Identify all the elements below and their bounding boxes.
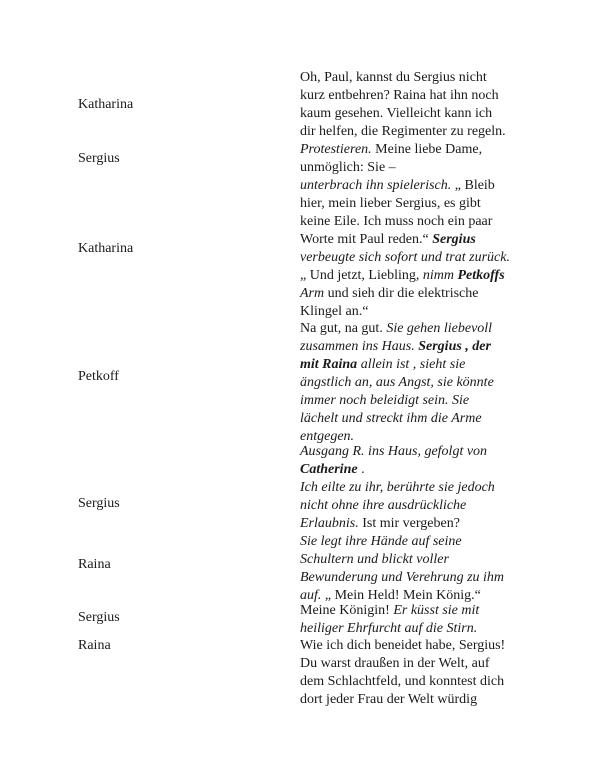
text-line xyxy=(300,195,540,213)
text-line xyxy=(300,602,540,620)
text-line xyxy=(300,620,540,638)
text-line xyxy=(300,392,540,410)
text-line xyxy=(300,533,540,551)
text-run: dort jeder Frau der Welt würdig xyxy=(300,692,478,707)
text-run: allein ist , sieht sie xyxy=(357,357,466,372)
text-run: Bewunderung und Verehrung zu ihm xyxy=(300,570,505,585)
text-run: auf. xyxy=(300,588,322,603)
speaker-name: Raina xyxy=(78,557,111,572)
text-run: Meine liebe Dame, xyxy=(371,142,483,157)
text-run: Worte mit Paul reden.“ xyxy=(300,232,433,247)
text-line xyxy=(300,231,540,249)
text-line xyxy=(300,267,540,285)
text-line xyxy=(300,285,540,303)
text-run: Na gut, na gut. xyxy=(300,321,387,336)
speaker-name: Sergius xyxy=(78,151,120,166)
text-line xyxy=(300,338,540,356)
text-run: nimm xyxy=(422,268,454,283)
speaker-name: Sergius xyxy=(78,610,120,625)
text-run: Ist mir vergeben? xyxy=(358,516,460,531)
text-run: Arm xyxy=(300,286,325,301)
text-line xyxy=(300,515,540,533)
text-line xyxy=(300,87,540,105)
text-run: . xyxy=(357,462,365,477)
text-run: „ Bleib xyxy=(451,178,495,193)
speech-text xyxy=(300,602,540,638)
text-line xyxy=(300,497,540,515)
text-line xyxy=(300,177,540,195)
text-run: Oh, Paul, kannst du Sergius nicht xyxy=(300,70,487,85)
text-line xyxy=(300,356,540,374)
text-run: mit Raina xyxy=(300,357,358,372)
text-line xyxy=(300,637,540,655)
text-line xyxy=(300,141,540,159)
text-run: Er küsst sie mit xyxy=(393,603,480,618)
text-run: zusammen ins Haus. xyxy=(300,339,415,354)
text-run: Schultern und blickt voller xyxy=(300,552,449,567)
text-run: Meine Königin! xyxy=(300,603,394,618)
text-run: „ Mein Held! Mein König.“ xyxy=(321,588,481,603)
text-line xyxy=(300,655,540,673)
text-run: „ Und jetzt, Liebling, xyxy=(300,268,423,283)
text-line xyxy=(300,320,540,338)
text-line xyxy=(300,213,540,231)
text-run: Ausgang R. ins Haus, gefolgt von xyxy=(300,444,488,459)
text-line xyxy=(300,673,540,691)
text-run: entgegen. xyxy=(300,429,355,444)
speaker-name: Sergius xyxy=(78,496,120,511)
speech-text xyxy=(300,320,540,446)
text-run: hier, mein lieber Sergius, es gibt xyxy=(300,196,481,211)
text-run: Erlaubnis. xyxy=(300,516,359,531)
text-run: Petkoffs xyxy=(457,268,505,283)
text-run: verbeugte sich sofort und trat zurück. xyxy=(300,250,510,265)
text-run: dir helfen, die Regimenter zu regeln. xyxy=(300,124,506,139)
text-line xyxy=(300,249,540,267)
speech-text xyxy=(300,479,540,533)
text-run: keine Eile. Ich muss noch ein paar xyxy=(300,214,493,229)
text-run: nicht ohne ihre ausdrückliche xyxy=(300,498,467,513)
text-line xyxy=(300,123,540,141)
text-line xyxy=(300,551,540,569)
text-run: kaum gesehen. Vielleicht kann ich xyxy=(300,106,493,121)
text-run: Sergius , der xyxy=(418,339,491,354)
text-run: heiliger Ehrfurcht auf die Stirn. xyxy=(300,621,478,636)
speech-text xyxy=(300,177,540,321)
text-line xyxy=(300,569,540,587)
text-line xyxy=(300,443,540,461)
speaker-name: Katharina xyxy=(78,241,134,256)
text-run: unmöglich: Sie – xyxy=(300,160,396,175)
speaker-name: Katharina xyxy=(78,97,134,112)
speaker-name: Raina xyxy=(78,638,111,653)
text-run: Wie ich dich beneidet habe, Sergius! xyxy=(300,638,506,653)
text-run: kurz entbehren? Raina hat ihn noch xyxy=(300,88,499,103)
text-run: ängstlich an, aus Angst, sie könnte xyxy=(300,375,494,390)
speaker-name: Petkoff xyxy=(78,369,119,384)
speech-text xyxy=(300,141,540,177)
text-run: Catherine xyxy=(300,462,358,477)
text-line xyxy=(300,461,540,479)
text-line xyxy=(300,691,540,709)
text-line xyxy=(300,159,540,177)
text-run: Du warst draußen in der Welt, auf xyxy=(300,656,490,671)
text-line xyxy=(300,374,540,392)
text-run: Sie legt ihre Hände auf seine xyxy=(300,534,462,549)
text-run: Sergius xyxy=(432,232,476,247)
stage-direction-text xyxy=(300,443,540,479)
text-line xyxy=(300,69,540,87)
text-run: Ich eilte zu ihr, berührte sie jedoch xyxy=(300,480,495,495)
text-run: lächelt und streckt ihm die Arme xyxy=(300,411,482,426)
text-run: Protestieren. xyxy=(300,142,372,157)
text-run: immer noch beleidigt sein. Sie xyxy=(300,393,470,408)
speech-text xyxy=(300,637,540,709)
speech-text xyxy=(300,533,540,605)
text-line xyxy=(300,479,540,497)
text-run: dem Schlachtfeld, und konntest dich xyxy=(300,674,505,689)
text-run: Klingel an.“ xyxy=(300,304,369,319)
text-run: Sie gehen liebevoll xyxy=(386,321,493,336)
text-run: unterbrach ihn spielerisch. xyxy=(300,178,452,193)
speech-text xyxy=(300,69,540,141)
text-line xyxy=(300,105,540,123)
text-line xyxy=(300,410,540,428)
text-run: und sieh dir die elektrische xyxy=(324,286,479,301)
text-line xyxy=(300,303,540,321)
